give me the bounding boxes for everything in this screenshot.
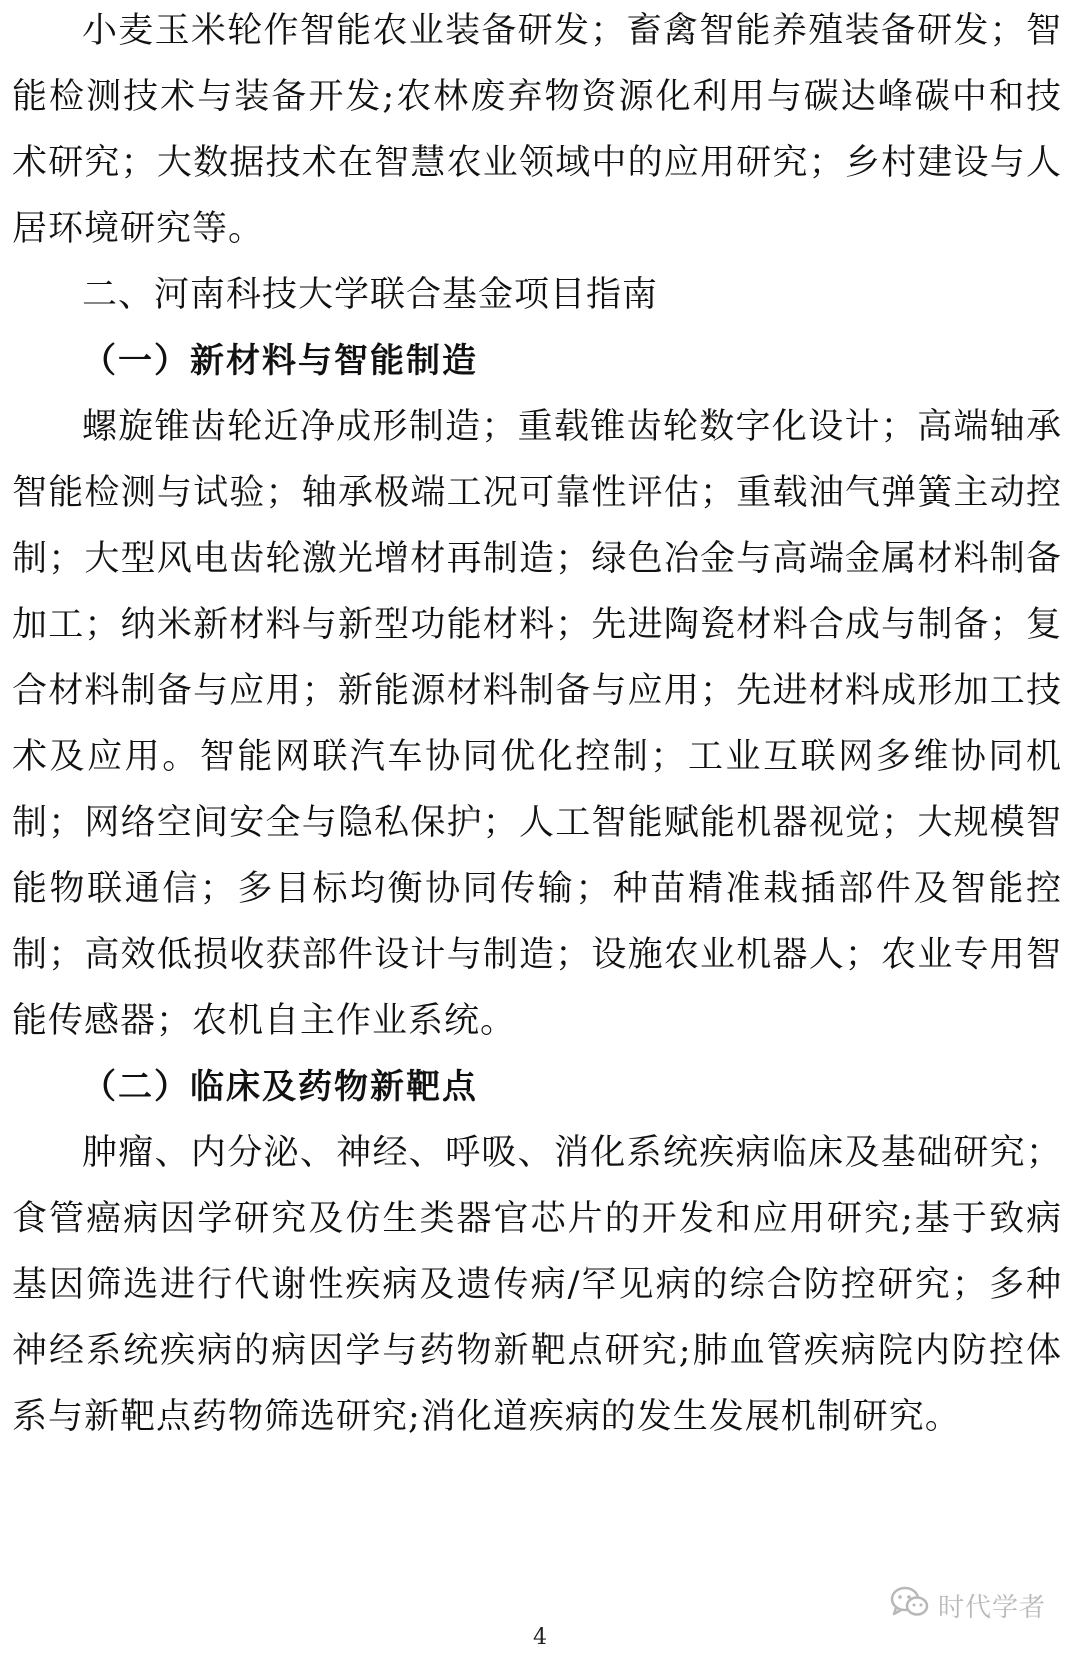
watermark-text: 时代学者 — [938, 1592, 1047, 1623]
document-content — [12, 0, 1062, 1450]
subsection-title-materials: （一）新材料与智能制造 — [82, 341, 478, 381]
paragraph-agri-research: 小麦玉米轮作智能农业装备研发；畜禽智能养殖装备研发；智能检测技术与装备开发;农林废弃物资源化利用与碳达峰碳中和技术研究；大数据技术在智慧农业领域中的应用研究；乡村建设与人居环境研究等。 — [12, 11, 1062, 249]
wechat-icon — [890, 1585, 938, 1626]
paragraph-clinical: 肿瘤、内分泌、神经、呼吸、消化系统疾病临床及基础研究；食管癌病因学研究及仿生类器官芯片的开发和应用研究;基于致病基因筛选进行代谢性疾病及遗传病/罕见病的综合防控研究；多种神经系统疾病的病因学与药物新靶点研究;肺血管疾病院内防控体系与新靶点药物筛选研究;消化道疾病的发生发展机制研究。 — [12, 1133, 1062, 1437]
section-title-henan-fund: 二、河南科技大学联合基金项目指南 — [82, 275, 659, 315]
subsection-title-clinical: （二）临床及药物新靶点 — [82, 1067, 478, 1107]
paragraph-materials: 螺旋锥齿轮近净成形制造；重载锥齿轮数字化设计；高端轴承智能检测与试验；轴承极端工况可靠性评估；重载油气弹簧主动控制；大型风电齿轮激光增材再制造；绿色冶金与高端金属材料制备加工；纳米新材料与新型功能材料；先进陶瓷材料合成与制备；复合材料制备与应用；新能源材料制备与应用；先进材料成形加工技术及应用。智能网联汽车协同优化控制；工业互联网多维协同机制；网络空间安全与隐私保护；人工智能赋能机器视觉；大规模智能物联通信；多目标均衡协同传输；种苗精准栽插部件及智能控制；高效低损收获部件设计与制造；设施农业机器人；农业专用智能传感器；农机自主作业系统。 — [12, 407, 1062, 1041]
page-number: 4 — [533, 1625, 547, 1650]
